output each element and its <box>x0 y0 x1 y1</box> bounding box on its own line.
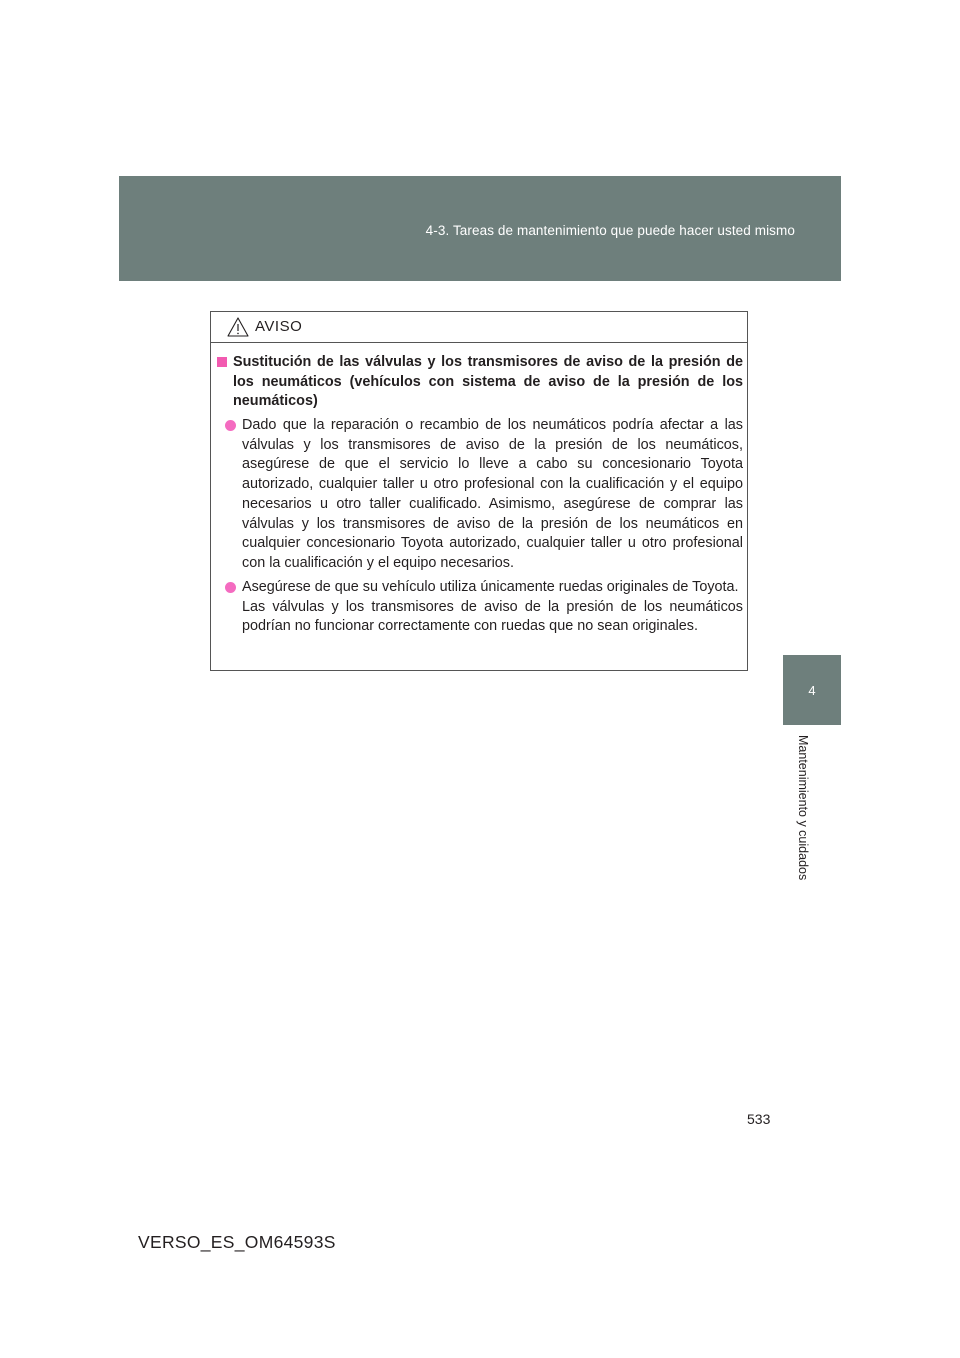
bullet-text <box>225 578 743 637</box>
chapter-number: 4 <box>808 683 816 698</box>
circle-bullet-icon <box>225 420 236 431</box>
header-band <box>119 176 841 281</box>
section-title: 4-3. Tareas de mantenimiento que puede hacer usted mismo <box>425 223 795 238</box>
circle-bullet-icon <box>225 582 236 593</box>
document-code: VERSO_ES_OM64593S <box>138 1232 336 1252</box>
bullet-paragraph: Dado que la reparación o recambio de los neumáticos podría afectar a las válvulas y los transmisores de aviso de la presión de los neumáticos, asegúrese de que el servicio lo lleve a cabo su concesionario Toyota autorizado, cualquier taller u otro profesional con la cualificación y el equipo necesarios u otro taller cualificado. Asimismo, asegúrese de comprar las válvulas y los transmisores de aviso de la presión de los neumáticos en cualquier concesionario Toyota autorizado, cualquier taller u otro profesional con la cualificación y el equipo necesarios. <box>242 417 743 571</box>
bullet-paragraph: Las válvulas y los transmisores de aviso de la presión de los neumáticos podrían no funcionar correctamente con ruedas que no sean originales. <box>242 598 743 635</box>
warning-title: AVISO <box>255 318 303 335</box>
warning-header <box>211 312 747 343</box>
page-number: 533 <box>747 1111 771 1127</box>
bullet-paragraph: Asegúrese de que su vehículo utiliza únicamente ruedas originales de Toyota. <box>242 579 739 595</box>
bullet-text <box>225 416 743 574</box>
bullet-item <box>225 578 743 637</box>
section-heading-text: Sustitución de las válvulas y los transmisores de aviso de la presión de los neumáticos (vehículos con sistema de aviso de la presión de los neumáticos) <box>233 354 743 409</box>
square-bullet-icon <box>217 357 227 367</box>
chapter-label: Mantenimiento y cuidados <box>796 735 810 881</box>
warning-triangle-icon <box>227 317 249 337</box>
chapter-tab <box>783 655 841 725</box>
bullet-item <box>225 416 743 574</box>
warning-box <box>210 311 748 671</box>
section-heading <box>217 353 743 412</box>
